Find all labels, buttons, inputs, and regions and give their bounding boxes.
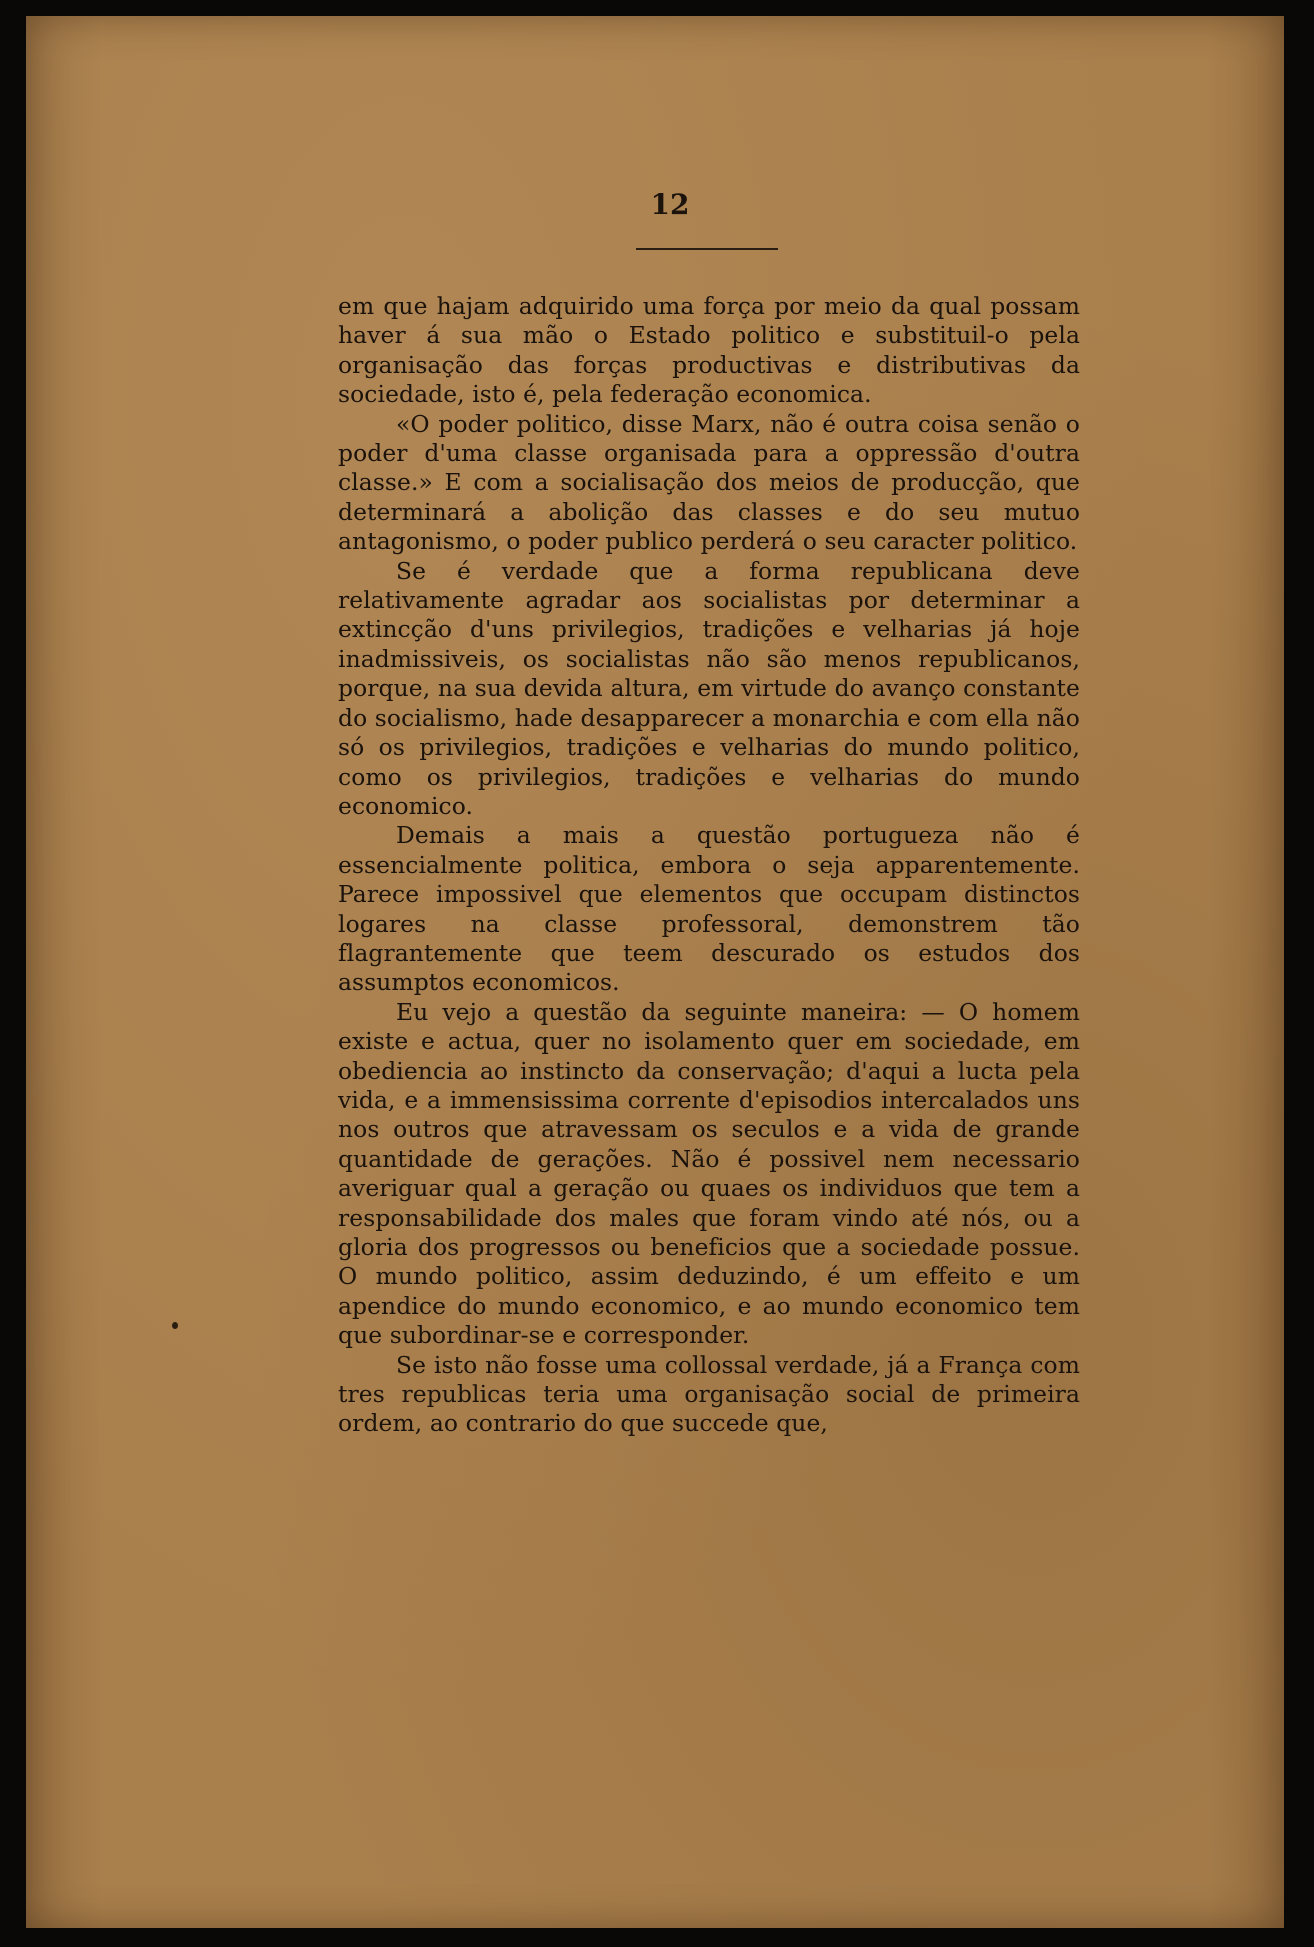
paragraph: Se é verdade que a forma republicana deve relativamente agradar aos socialistas por determinar a extincção d'uns privilegios, tradições e velharias já hoje inadmissiveis, os socialistas não são menos republicanos, porque, na sua devida altura, em virtude do avanço constante do socialismo, hade desapparecer a monarchia e com ella não só os privilegios, tradições e velharias do mundo politico, como os privilegios, tradições e velharias do mundo economico. xyxy=(338,556,1080,820)
paragraph: «O poder politico, disse Marx, não é outra coisa senão o poder d'uma classe organisada para a oppressão d'outra classe.» E com a socialisação dos meios de producção, que determinará a abolição das classes e do seu mutuo antagonismo, o poder publico perderá o seu caracter politico. xyxy=(338,409,1080,556)
header-rule xyxy=(636,248,778,250)
body-text xyxy=(338,292,1080,1439)
paragraph: em que hajam adquirido uma força por meio da qual possam haver á sua mão o Estado politico e substituil-o pela organisação das forças productivas e distributivas da sociedade, isto é, pela federação economica. xyxy=(338,292,1080,409)
ink-speck xyxy=(172,1322,178,1329)
paragraph: Se isto não fosse uma collossal verdade, já a França com tres republicas teria uma organisação social de primeira ordem, ao contrario do que succede que, xyxy=(338,1350,1080,1438)
paragraph: Eu vejo a questão da seguinte maneira: — O homem existe e actua, quer no isolamento quer em sociedade, em obediencia ao instincto da conservação; d'aqui a lucta pela vida, e a immensissima corrente d'episodios intercalados uns nos outros que atravessam os seculos e a vida de grande quantidade de gerações. Não é possivel nem necessario averiguar qual a geração ou quaes os individuos que tem a responsabilidade dos males que foram vindo até nós, ou a gloria dos progressos ou beneficios que a sociedade possue. O mundo politico, assim deduzindo, é um effeito e um apendice do mundo economico, e ao mundo economico tem que subordinar-se e corresponder. xyxy=(338,997,1080,1350)
page-number: 12 xyxy=(650,188,690,221)
paragraph: Demais a mais a questão portugueza não é essencialmente politica, embora o seja apparentemente. Parece impossivel que elementos que occupam distinctos logares na classe professoral, demonstrem tão flagrantemente que teem descurado os estudos dos assumptos economicos. xyxy=(338,821,1080,997)
